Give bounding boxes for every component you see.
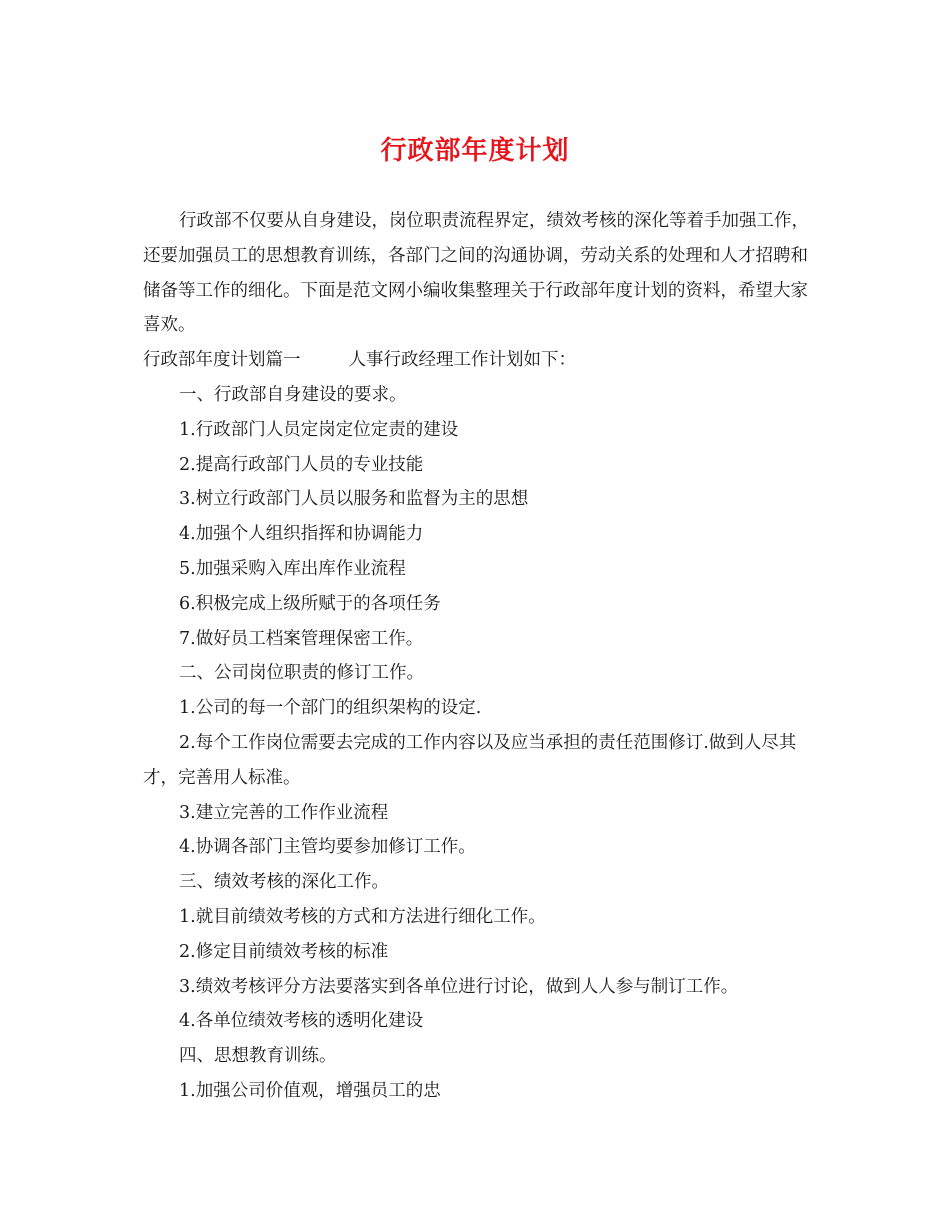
subheading-right: 人事行政经理工作计划如下： <box>348 350 576 371</box>
list-item: 4.加强个人组织指挥和协调能力 <box>179 524 424 545</box>
list-item: 4.协调各部门主管均要参加修订工作。 <box>179 837 476 858</box>
list-item: 7.做好员工档案管理保密工作。 <box>179 628 424 649</box>
list-item: 2.每个工作岗位需要去完成的工作内容以及应当承担的责任范围修订.做到人尽其才，完善用人标准。 <box>143 732 797 788</box>
document-body <box>143 204 811 1109</box>
section-heading: 三、绩效考核的深化工作。 <box>179 872 389 893</box>
list-item: 1.加强公司价值观，增强员工的忠 <box>179 1080 441 1101</box>
intro-paragraph: 行政部不仅要从自身建设，岗位职责流程界定，绩效考核的深化等着手加强工作，还要加强员工的思想教育训练，各部门之间的沟通协调，劳动关系的处理和人才招聘和储备等工作的细化。下面是范文网小编收集整理关于行政部年度计划的资料，希望大家喜欢。 <box>143 211 809 336</box>
section-heading: 一、行政部自身建设的要求。 <box>179 384 407 405</box>
subheading-line <box>143 343 811 378</box>
list-item: 1.行政部门人员定岗定位定责的建设 <box>179 419 459 440</box>
list-item: 1.公司的每一个部门的组织架构的设定. <box>179 698 482 719</box>
list-item: 3.建立完善的工作作业流程 <box>179 802 389 823</box>
list-item: 3.绩效考核评分方法要落实到各单位进行讨论，做到人人参与制订工作。 <box>179 976 739 997</box>
list-item: 6.积极完成上级所赋于的各项任务 <box>179 593 441 614</box>
list-item: 4.各单位绩效考核的透明化建设 <box>179 1011 424 1032</box>
list-item: 1.就目前绩效考核的方式和方法进行细化工作。 <box>179 906 546 927</box>
section-heading: 二、公司岗位职责的修订工作。 <box>179 663 424 684</box>
list-item: 2.提高行政部门人员的专业技能 <box>179 454 424 475</box>
section-heading: 四、思想教育训练。 <box>179 1046 337 1067</box>
list-item: 5.加强采购入库出库作业流程 <box>179 558 406 579</box>
subheading-left: 行政部年度计划篇一 <box>143 350 301 371</box>
list-item: 2.修定目前绩效考核的标准 <box>179 941 389 962</box>
document-title: 行政部年度计划 <box>380 136 570 166</box>
list-item: 3.树立行政部门人员以服务和监督为主的思想 <box>179 489 529 510</box>
